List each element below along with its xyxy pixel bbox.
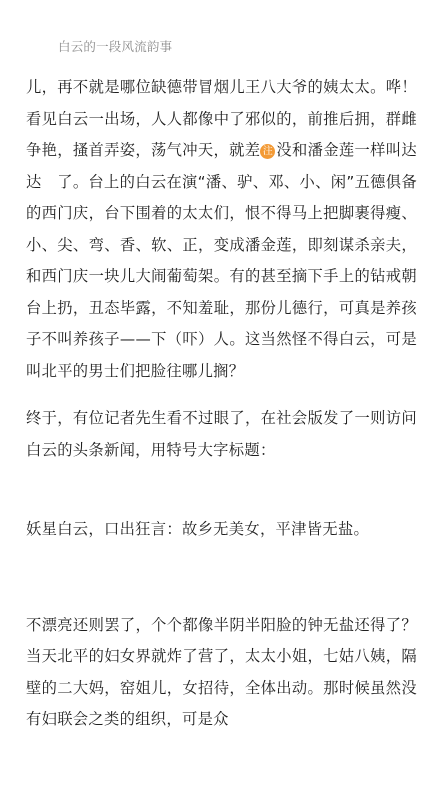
paragraph-4: 不漂亮还则罢了，个个都像半阴半阳脸的钟无盐还得了？当天北平的妇女界就炸了营了，太太小姐，七姑八姨，隔壁的二大妈，窑姐儿，女招待，全体出动。那时候虽然没有妇联会之类的组织，可是众	[26, 615, 417, 728]
annotation-icon[interactable]: 注	[260, 144, 275, 159]
paragraph-1-text-b: 没和潘金莲一样叫达达 了。台上的白云在演“潘、驴、邓、小、闲”五德俱备的西门庆，台下围着的太太们，恨不得马上把脚裹得瘦、小、尖、弯、香、软、正，变成潘金莲，即刻谋杀亲夫，和西门庆一块儿大闹葡萄架。有的甚至摘下手上的钻戒朝台上扔，丑态毕露，不知羞耻，那份儿德行，可真是养孩子不叫养孩子——下（吓）人。这当然怪不得白云，可是叫北平的男士们把脸往哪儿搁？	[26, 141, 417, 380]
chapter-title: 白云的一段风流韵事	[58, 39, 173, 54]
paragraph-1	[26, 72, 417, 387]
paragraph-1-text-a: 儿，再不就是哪位缺德带冒烟儿王八大爷的姨太太。哗！看见白云一出场，人人都像中了邪似的，前推后拥，群雌争艳，搔首弄姿，荡气冲天，就差	[26, 78, 417, 159]
article-body	[26, 72, 417, 736]
paragraph-3-headline-quote: 妖星白云，口出狂言：故乡无美女，平津皆无盐。	[26, 520, 370, 538]
paragraph-2: 终于，有位记者先生看不过眼了，在社会版发了一则访问白云的头条新闻，用特号大字标题：	[26, 409, 417, 459]
